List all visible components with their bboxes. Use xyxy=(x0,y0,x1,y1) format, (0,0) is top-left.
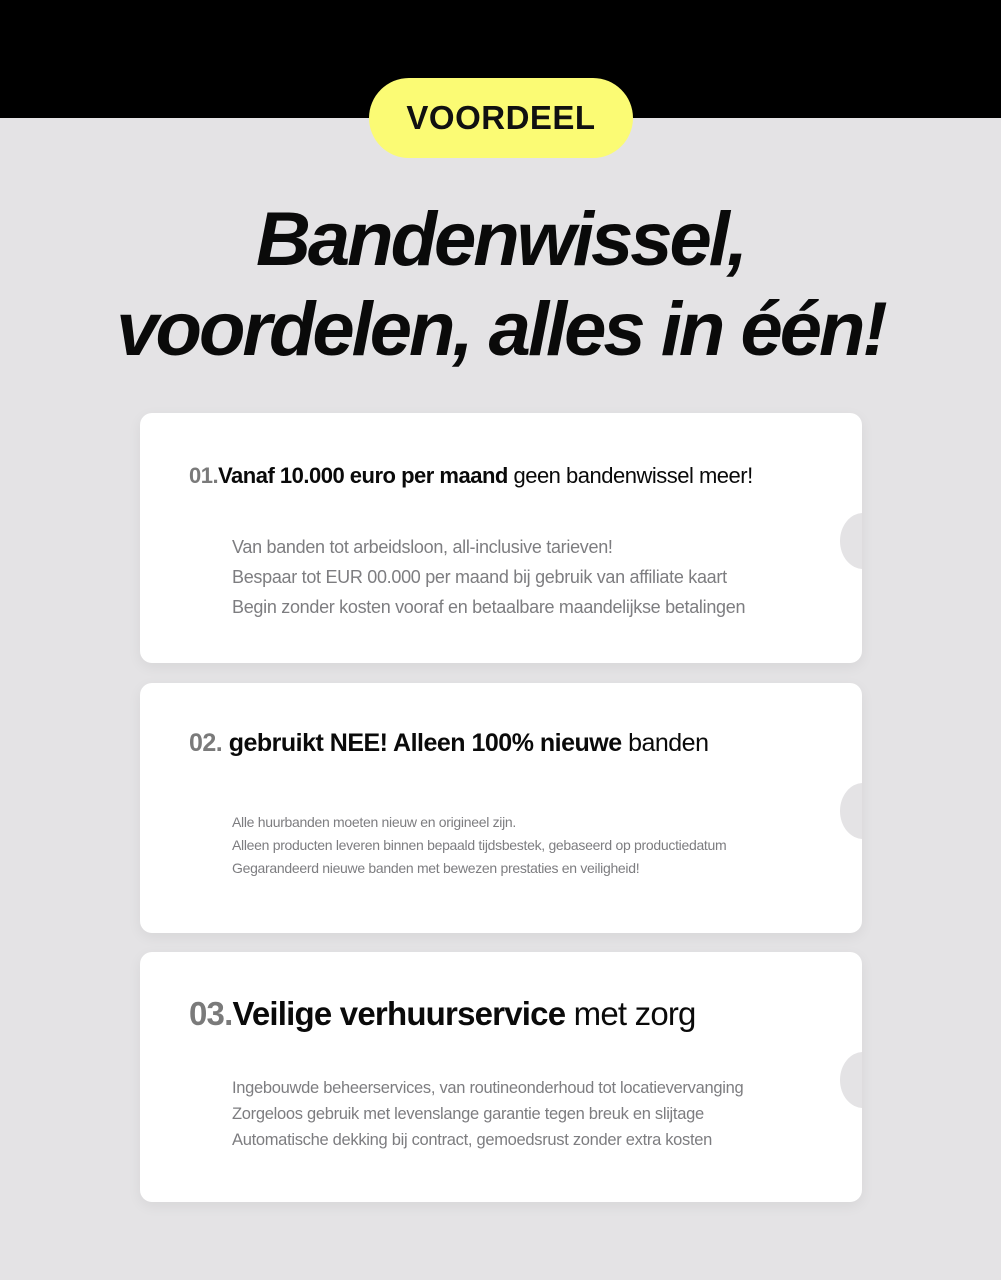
benefit-card-2 xyxy=(140,683,862,933)
description-line: Alle huurbanden moeten nieuw en origineel zijn. xyxy=(232,814,516,830)
description-line: Van banden tot arbeidsloon, all-inclusive tarieven! xyxy=(232,537,613,557)
page-title xyxy=(0,195,1001,375)
card-heading-rest: met zorg xyxy=(565,995,696,1032)
card-number: 02. xyxy=(189,729,223,757)
description-line: Automatische dekking bij contract, gemoedsrust zonder extra kosten xyxy=(232,1131,713,1149)
benefit-card-3 xyxy=(140,952,862,1202)
card-notch xyxy=(840,513,862,569)
card-notch xyxy=(840,783,862,839)
card-number: 03. xyxy=(189,995,233,1032)
benefit-card-1 xyxy=(140,413,862,663)
card-notch xyxy=(840,1052,862,1108)
title-line-1: Bandenwissel, xyxy=(256,197,745,282)
description-line: Gegarandeerd nieuwe banden met bewezen prestaties en veiligheid! xyxy=(232,860,640,876)
card-heading-rest: banden xyxy=(621,729,709,757)
description-line: Ingebouwde beheerservices, van routineonderhoud tot locatievervanging xyxy=(232,1079,744,1097)
card-heading-bold: gebruikt NEE! Alleen 100% nieuwe xyxy=(222,729,622,757)
card-description xyxy=(232,1075,743,1153)
description-line: Zorgeloos gebruik met levenslange garantie tegen breuk en slijtage xyxy=(232,1105,704,1123)
card-number: 01. xyxy=(189,463,219,488)
card-heading xyxy=(189,995,696,1033)
description-line: Bespaar tot EUR 00.000 per maand bij gebruik van affiliate kaart xyxy=(232,567,727,587)
voordeel-badge: VOORDEEL xyxy=(369,78,633,158)
description-line: Begin zonder kosten vooraf en betaalbare maandelijkse betalingen xyxy=(232,597,746,617)
card-heading xyxy=(189,729,709,758)
card-description xyxy=(232,532,745,622)
description-line: Alleen producten leveren binnen bepaald tijdsbestek, gebaseerd op productiedatum xyxy=(232,837,727,853)
card-heading-bold: Vanaf 10.000 euro per maand xyxy=(218,463,508,488)
card-heading-rest: geen bandenwissel meer! xyxy=(507,463,753,488)
title-line-2: voordelen, alles in één! xyxy=(116,287,885,372)
card-description xyxy=(232,811,726,880)
card-heading-bold: Veilige verhuurservice xyxy=(232,995,566,1032)
card-heading xyxy=(189,463,753,489)
